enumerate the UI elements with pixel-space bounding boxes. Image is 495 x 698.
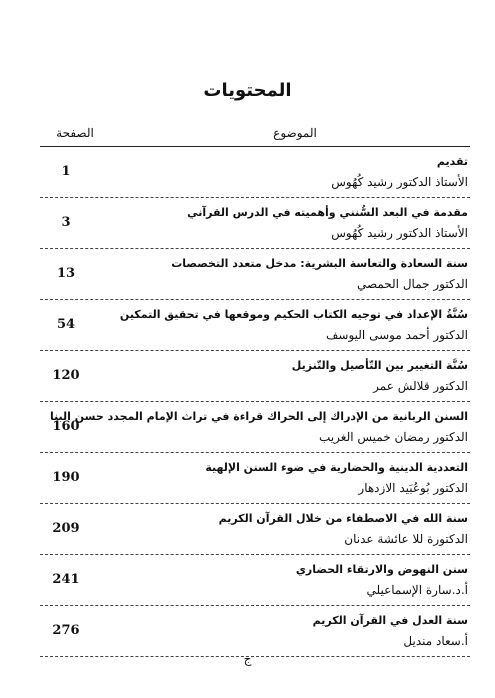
entry-title: سنة السعادة والتعاسة البشرية: مدخل متعدد التخصصات [171,257,468,270]
entry-page-number: 276 [52,623,80,638]
entry-title: سُنَّةُ الإعداد في توجيه الكتاب الحكيم وموقعها في تحقيق التمكين [119,308,468,321]
entry-author: أ.سعاد منديل [403,634,468,648]
table-header [40,124,470,147]
list-item[interactable] [40,455,470,504]
entry-title: سنة الله في الاصطفاء من خلال القرآن الكريم [218,512,468,525]
list-item[interactable] [40,251,470,300]
entry-author: الدكتور قلالش عمر [373,379,468,393]
entry-page-number: 13 [56,266,76,281]
entry-title: مقدمة في البعد السُّنني وأهميته في الدرس القرآني [187,206,468,219]
entry-author: الدكتور رمضان خميس الغريب [319,430,468,444]
list-item[interactable] [40,149,470,198]
entry-title: سُنَّة التغيير بين التّأصيل والتّنزيل [291,359,468,372]
contents-list [40,149,470,659]
entry-title: التعددية الدينية والحضارية في ضوء السنن الإلهية [205,461,468,474]
entry-page-number: 3 [61,215,71,230]
entry-author: الدكتور بُوعُبَيد الازدهار [358,481,468,495]
entry-page-number: 190 [52,470,80,485]
entry-author: الدكتورة للا عائشة عدنان [344,532,468,546]
page-number: ج [243,652,252,666]
entry-page-number: 120 [52,368,80,383]
list-item[interactable] [40,557,470,606]
list-item[interactable] [40,353,470,402]
header-topic: الموضوع [273,126,317,140]
entry-author: الأستاذ الدكتور رشيد كُهُوس [331,226,468,240]
entry-author: الأستاذ الدكتور رشيد كُهُوس [331,175,468,189]
entry-title: سنن النهوض والارتقاء الحضاري [295,563,468,576]
entry-page-number: 1 [61,164,71,179]
list-item[interactable] [40,404,470,453]
entry-title: سنة العدل في القرآن الكريم [312,614,468,627]
entry-author: الدكتور جمال الحمصي [356,277,468,291]
entry-title: تقديم [436,155,468,168]
entry-page-number: 241 [52,572,80,587]
entry-page-number: 160 [52,419,80,434]
list-item[interactable] [40,302,470,351]
entry-title: السنن الربانية من الإدراك إلى الحراك قراءة في تراث الإمام المجدد حسن البنا [49,410,468,423]
header-page: الصفحة [56,126,94,140]
list-item[interactable] [40,506,470,555]
entry-page-number: 209 [52,521,80,536]
page-title: المحتويات [203,80,292,101]
entry-page-number: 54 [56,317,76,332]
list-item[interactable] [40,200,470,249]
entry-author: الدكتور أحمد موسى اليوسف [325,328,468,342]
entry-author: أ.د.سارة الإسماعيلي [366,583,468,597]
